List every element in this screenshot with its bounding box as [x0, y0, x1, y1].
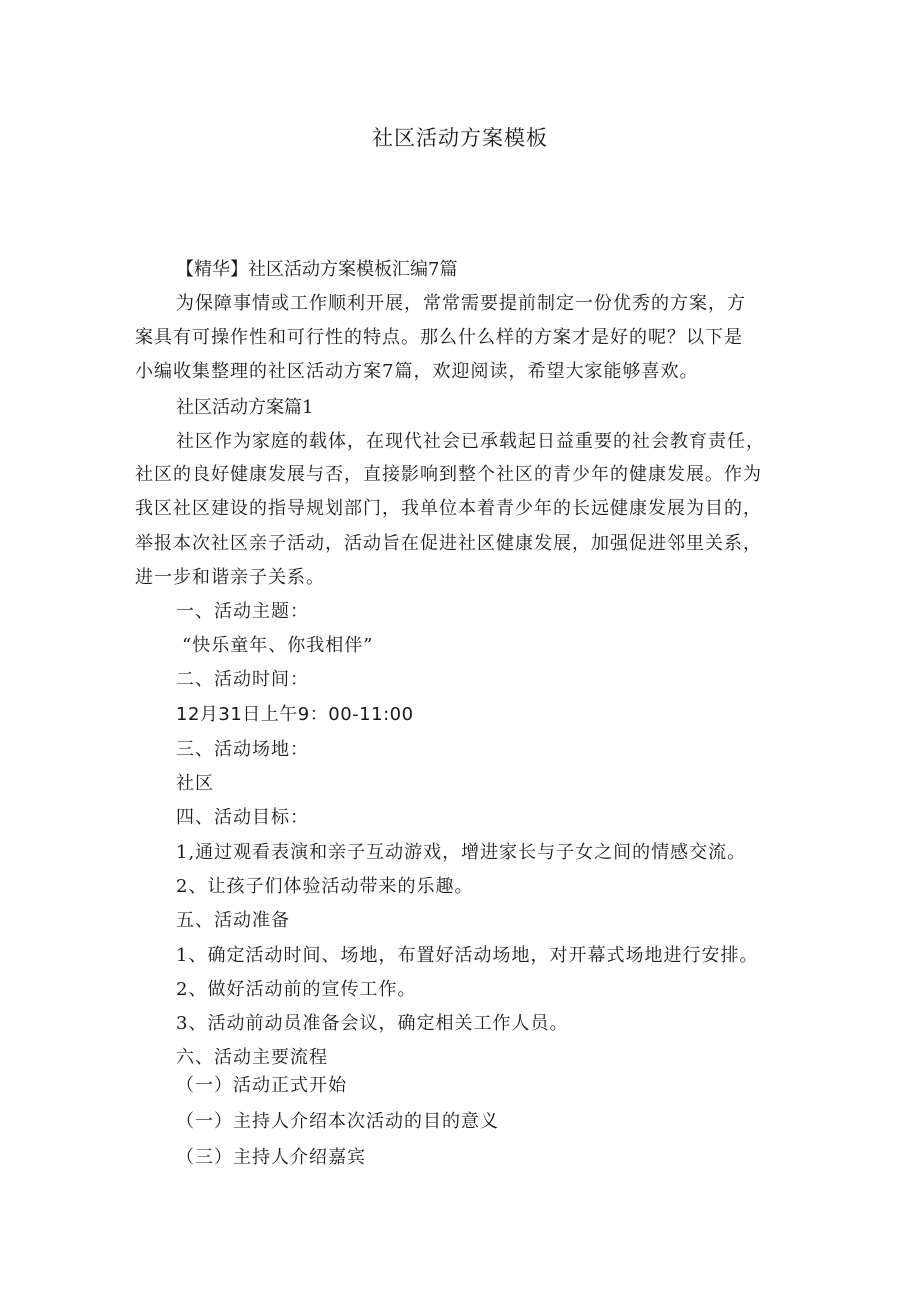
- list-heading: 五、活动准备: [176, 910, 290, 931]
- paragraph-line: 小编收集整理的社区活动方案7篇，欢迎阅读，希望大家能够喜欢。: [135, 361, 699, 382]
- section-heading: 社区活动方案篇1: [176, 397, 314, 418]
- paragraph-line: 进一步和谐亲子关系。: [135, 567, 325, 588]
- list-heading: 一、活动主题：: [176, 601, 309, 622]
- list-heading: 四、活动目标：: [176, 807, 309, 828]
- paragraph-line: 社区的良好健康发展与否，直接影响到整个社区的青少年的健康发展。作为: [135, 464, 762, 485]
- intro-heading: 【精华】社区活动方案模板汇编7篇: [176, 259, 458, 280]
- list-item: 1、确定活动时间、场地，布置好活动场地，对开幕式场地进行安排。: [176, 945, 759, 966]
- list-item: （三）主持人介绍嘉宾: [176, 1147, 366, 1168]
- paragraph-line: 案具有可操作性和可行性的特点。那么什么样的方案才是好的呢？以下是: [135, 327, 743, 348]
- list-heading: 三、活动场地：: [176, 739, 309, 760]
- list-item: （一）主持人介绍本次活动的目的意义: [176, 1111, 499, 1132]
- list-heading: 二、活动时间：: [176, 669, 309, 690]
- list-item: 3、活动前动员准备会议，确定相关工作人员。: [176, 1013, 569, 1034]
- paragraph-line: 举报本次社区亲子活动，活动旨在促进社区健康发展，加强促进邻里关系，: [135, 533, 762, 554]
- list-item: 2、让孩子们体验活动带来的乐趣。: [176, 876, 474, 897]
- document-title: 社区活动方案模板: [372, 126, 548, 150]
- list-item: 12月31日上午9：00-11:00: [176, 704, 414, 725]
- list-item: 社区: [176, 773, 214, 794]
- list-item: （一）活动正式开始: [176, 1075, 347, 1096]
- list-item: 1,通过观看表演和亲子互动游戏，增进家长与子女之间的情感交流。: [176, 842, 747, 863]
- list-item: “快乐童年、你我相伴”: [182, 635, 374, 656]
- paragraph-line: 为保障事情或工作顺利开展，常常需要提前制定一份优秀的方案，方: [176, 293, 746, 314]
- list-item: 2、做好活动前的宣传工作。: [176, 979, 417, 1000]
- list-heading: 六、活动主要流程: [176, 1047, 328, 1068]
- paragraph-line: 我区社区建设的指导规划部门，我单位本着青少年的长远健康发展为目的，: [135, 498, 762, 519]
- paragraph-line: 社区作为家庭的载体，在现代社会已承载起日益重要的社会教育责任，: [176, 431, 765, 452]
